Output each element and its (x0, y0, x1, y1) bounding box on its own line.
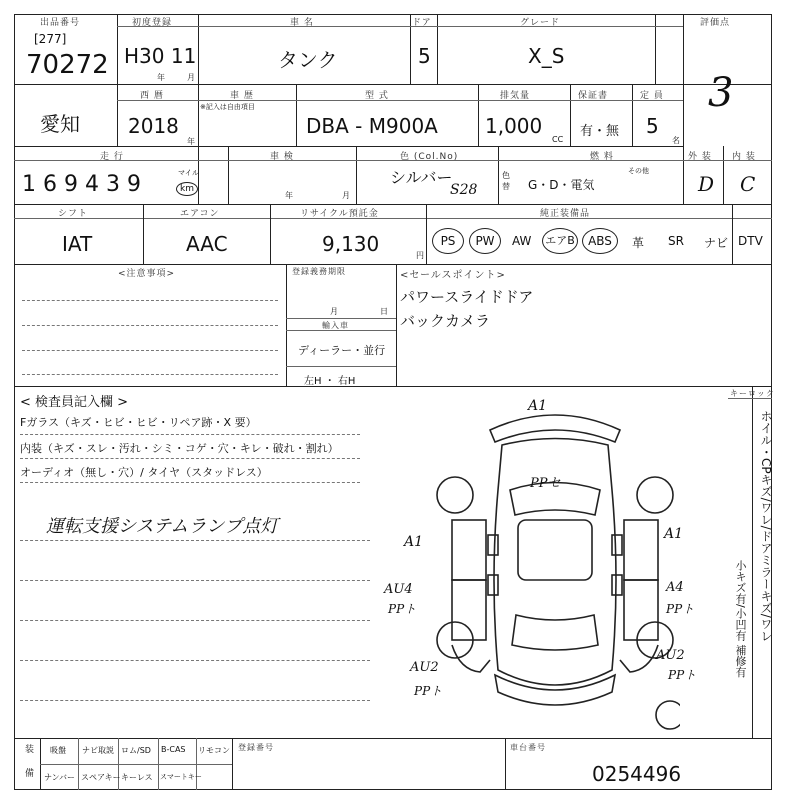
western-year-mark: 年 (187, 137, 195, 146)
inspect-year: 年 (285, 191, 293, 200)
model: DBA - M900A (306, 114, 438, 138)
equip-sr: SR (668, 234, 684, 248)
mark-left-rear-door: AU4 (384, 582, 413, 597)
shift: IAT (62, 232, 93, 256)
fuel: G・D・電気 (528, 178, 595, 192)
mileage-label: 走 行 (100, 152, 124, 162)
mark-hood: PPセ (530, 476, 561, 491)
keylock-label: キーロック (730, 389, 775, 398)
color-number: S28 (450, 182, 478, 198)
footer-bcas: B-CAS (161, 745, 186, 754)
side-note: ホイル・CPキズ/ワレ/ドアミラーキズ/ワレ (759, 410, 773, 642)
prefecture: 愛知 (40, 112, 80, 136)
footer-suction: 吸盤 (50, 746, 66, 755)
exterior-grade: D (698, 172, 715, 196)
side-note-2: 小キズ有/小凹有 補修有 (734, 560, 747, 678)
inspect-month: 月 (342, 191, 350, 200)
sales-point-2: バックカメラ (400, 312, 491, 330)
footer-keyless: キーレス (121, 773, 153, 782)
chassis-number: 0254496 (592, 762, 682, 786)
seats: 5 (646, 114, 659, 138)
inspector-line-2: 内装（キズ・スレ・汚れ・シミ・コゲ・穴・キレ・破れ・割れ） (20, 442, 339, 455)
sales-point-1: パワースライドドア (400, 288, 534, 306)
cc-label: 排気量 (500, 91, 531, 101)
mark-right-quarter: AU2 (656, 648, 685, 663)
mark-left-rear-door-note: PPト (388, 602, 417, 616)
warranty: 有・無 (580, 124, 620, 139)
footer-smart-key: スマートキー (160, 773, 202, 781)
equip-leather: 革 (632, 236, 645, 250)
doors: 5 (418, 44, 431, 68)
cc: 1,000 (485, 114, 543, 138)
footer-remote: リモコン (198, 746, 230, 755)
model-label: 型 式 (365, 91, 389, 101)
first-reg: H30 11 (124, 44, 197, 68)
mark-right-rear-door-note: PPト (666, 602, 695, 616)
car-diagram (430, 400, 680, 730)
car-name: タンク (278, 48, 338, 72)
footer-rom-sd: ロム/SD (121, 746, 151, 755)
interior-label: 内 装 (732, 152, 756, 162)
mark-right-quarter-note: PPト (668, 668, 697, 682)
reg-deadline-label: 登録義務期限 (292, 267, 346, 276)
interior-grade: C (740, 172, 756, 196)
equip-dtv: DTV (738, 234, 763, 248)
equip-pw: PW (469, 228, 501, 254)
recycle-label: リサイクル預託金 (300, 209, 379, 219)
mile-unit: マイル (178, 169, 199, 177)
footer-navi-manual: ナビ取説 (82, 746, 114, 755)
ac-label: エアコン (180, 209, 220, 219)
recycle-unit: 円 (416, 251, 424, 260)
seats-label: 定 員 (640, 91, 664, 101)
footer-reg-label: 登録番号 (238, 743, 274, 752)
mileage: 1 6 9 4 3 9 (22, 172, 141, 197)
equip-label: 純正装備品 (540, 209, 591, 219)
western-label: 西 暦 (140, 91, 164, 101)
inspector-title: < 検査員記入欄 > (20, 395, 129, 410)
fuel-other: その他 (628, 167, 649, 175)
caution-label: <注意事項> (118, 269, 176, 279)
equip-airbag: エアB (542, 228, 578, 254)
western-year: 2018 (128, 114, 179, 138)
history-label: 車 歴 (230, 91, 254, 101)
mark-left-quarter: AU2 (410, 660, 439, 675)
fuel-label: 燃 料 (590, 152, 614, 162)
score-label: 評価点 (700, 18, 731, 28)
sales-label: <セールスポイント> (400, 270, 506, 281)
footer-number: ナンバー (44, 773, 76, 782)
mark-left-front: A1 (404, 534, 424, 550)
exterior-label: 外 装 (688, 152, 712, 162)
equip-navi: ナビ (704, 236, 729, 250)
reg-month: 月 (330, 307, 338, 316)
door-label: ドア (412, 18, 432, 28)
shift-label: シフト (58, 209, 89, 219)
seats-unit: 名 (672, 136, 680, 145)
score: 3 (708, 70, 734, 116)
lot-label: 出品番号 (40, 18, 81, 28)
recycle: 9,130 (322, 232, 380, 256)
ac: AAC (186, 232, 228, 256)
reg-day: 日 (380, 307, 388, 316)
inspector-line-3: オーディオ（無し・穴）/ タイヤ（スタッドレス） (20, 466, 268, 479)
inspector-handwritten-note: 運転支援システムランプ点灯 (46, 516, 279, 537)
import-label: 輸入車 (322, 321, 349, 330)
color-label: 色 (Col.No) (400, 152, 459, 162)
color-change: 色替 (502, 171, 510, 191)
lot-number: 70272 (26, 50, 109, 80)
handle-side: 左H ・ 右H (304, 376, 356, 387)
mark-right-front: A1 (664, 526, 684, 542)
month-mark: 月 (187, 73, 195, 82)
equip-abs: ABS (582, 228, 618, 254)
inspect-label: 車 検 (270, 152, 294, 162)
inspector-line-1: Fガラス（キズ・ヒビ・ヒビ・リペア跡・X 要） (20, 416, 257, 429)
grade-label: グレード (520, 18, 561, 28)
equip-ps: PS (432, 228, 464, 254)
grade: X_S (528, 44, 565, 68)
warranty-label: 保証書 (578, 91, 609, 101)
import-value: ディーラー・並行 (298, 344, 386, 357)
equip-aw: AW (512, 234, 532, 248)
km-unit: km (176, 182, 198, 196)
history-note: ※記入は自由項目 (200, 103, 255, 111)
mark-left-quarter-note: PPト (414, 684, 443, 698)
footer-spare-key: スペアキー (81, 773, 121, 782)
mark-front: A1 (528, 398, 548, 414)
footer-side-a: 装 (23, 744, 33, 753)
lot-prefix: [277] (34, 32, 67, 46)
first-reg-label: 初度登録 (132, 18, 173, 28)
car-name-label: 車 名 (290, 18, 314, 28)
footer-chassis-label: 車台番号 (510, 743, 546, 752)
footer-side-b: 備 (23, 768, 33, 777)
year-mark: 年 (157, 73, 165, 82)
color: シルバー (390, 168, 453, 187)
cc-unit: CC (552, 135, 564, 144)
mark-right-rear-door: A4 (666, 580, 684, 595)
